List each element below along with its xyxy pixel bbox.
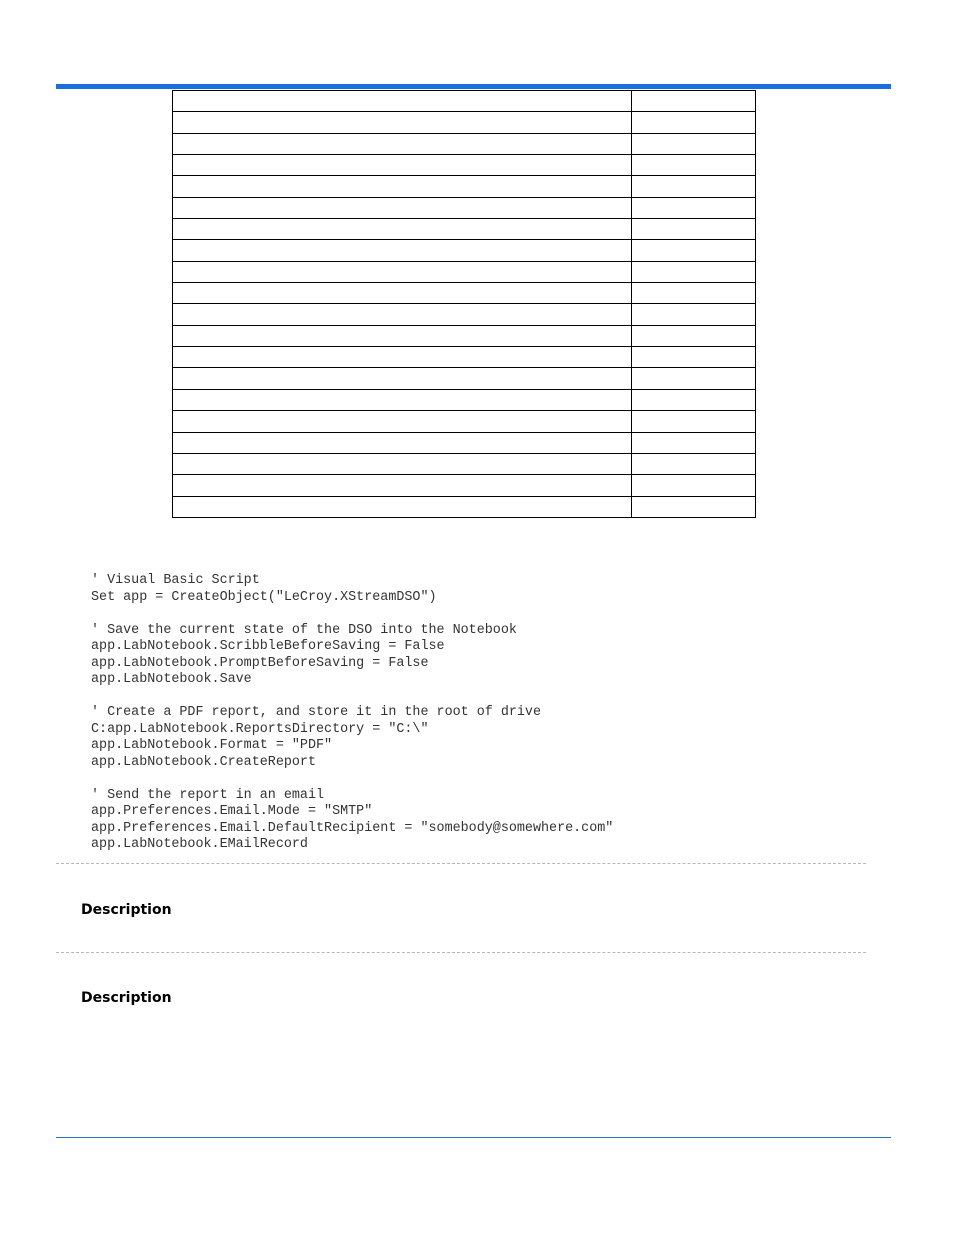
table-row bbox=[173, 155, 756, 176]
table-cell bbox=[173, 112, 632, 133]
table-cell bbox=[173, 475, 632, 496]
table-row bbox=[173, 368, 756, 389]
table-cell bbox=[632, 368, 756, 389]
table-cell bbox=[632, 475, 756, 496]
table-cell bbox=[173, 176, 632, 197]
table-cell bbox=[632, 91, 756, 112]
footer-rule bbox=[56, 1137, 891, 1138]
description-heading: Description bbox=[81, 990, 172, 1006]
code-line: app.LabNotebook.PromptBeforeSaving = False bbox=[91, 655, 429, 671]
description-heading: Description bbox=[81, 902, 172, 918]
table-cell bbox=[173, 304, 632, 325]
table-cell bbox=[632, 176, 756, 197]
table-cell bbox=[632, 453, 756, 474]
table-cell bbox=[173, 368, 632, 389]
code-line: app.LabNotebook.Save bbox=[91, 672, 252, 687]
table-cell bbox=[632, 283, 756, 304]
table-row bbox=[173, 219, 756, 240]
table-row bbox=[173, 197, 756, 218]
code-line: app.LabNotebook.ScribbleBeforeSaving = False bbox=[91, 639, 445, 654]
table-row bbox=[173, 304, 756, 325]
table-cell bbox=[632, 411, 756, 432]
table-row bbox=[173, 240, 756, 261]
code-line: ' Create a PDF report, and store it in the root of drive bbox=[91, 705, 541, 720]
table-cell bbox=[632, 197, 756, 218]
table-row bbox=[173, 283, 756, 304]
code-line: ' Visual Basic Script bbox=[91, 573, 260, 588]
table-cell bbox=[173, 155, 632, 176]
code-line: ' Send the report in an email bbox=[91, 787, 325, 803]
table-cell bbox=[632, 347, 756, 368]
code-example bbox=[91, 573, 613, 854]
table-row bbox=[173, 133, 756, 154]
table-cell bbox=[632, 325, 756, 346]
code-line: Set app = CreateObject("LeCroy.XStreamDSO") bbox=[91, 589, 437, 605]
header-accent-bar bbox=[56, 84, 891, 89]
table-cell bbox=[173, 133, 632, 154]
table-cell bbox=[173, 283, 632, 304]
table-cell bbox=[632, 261, 756, 282]
table-cell bbox=[173, 453, 632, 474]
section-divider bbox=[56, 863, 866, 864]
table-row bbox=[173, 261, 756, 282]
table-cell bbox=[173, 219, 632, 240]
table-row bbox=[173, 453, 756, 474]
section-divider bbox=[56, 952, 866, 953]
table-row bbox=[173, 176, 756, 197]
table-row bbox=[173, 91, 756, 112]
code-line: app.LabNotebook.EMailRecord bbox=[91, 837, 308, 852]
table-cell bbox=[173, 240, 632, 261]
table-cell bbox=[173, 325, 632, 346]
empty-table bbox=[172, 90, 756, 518]
table-cell bbox=[173, 496, 632, 517]
code-line: app.Preferences.Email.DefaultRecipient = "somebody@somewhere.com" bbox=[91, 820, 614, 836]
table-cell bbox=[632, 304, 756, 325]
table-row bbox=[173, 389, 756, 410]
table-cell bbox=[173, 389, 632, 410]
table-cell bbox=[173, 432, 632, 453]
table-cell bbox=[632, 240, 756, 261]
table-row bbox=[173, 112, 756, 133]
table-cell bbox=[173, 91, 632, 112]
code-line: app.LabNotebook.Format = "PDF" bbox=[91, 738, 333, 753]
table-row bbox=[173, 475, 756, 496]
code-line: app.LabNotebook.CreateReport bbox=[91, 754, 316, 770]
table-row bbox=[173, 496, 756, 517]
table-row bbox=[173, 411, 756, 432]
code-line: ' Save the current state of the DSO into the Notebook bbox=[91, 622, 517, 638]
table-cell bbox=[632, 432, 756, 453]
table-cell bbox=[632, 219, 756, 240]
table-cell bbox=[632, 389, 756, 410]
table-cell bbox=[173, 411, 632, 432]
table-cell bbox=[632, 496, 756, 517]
code-line: C:app.LabNotebook.ReportsDirectory = "C:\" bbox=[91, 721, 429, 737]
table-row bbox=[173, 432, 756, 453]
table-cell bbox=[632, 155, 756, 176]
table-cell bbox=[173, 347, 632, 368]
table-cell bbox=[173, 261, 632, 282]
code-line: app.Preferences.Email.Mode = "SMTP" bbox=[91, 804, 373, 819]
table-cell bbox=[632, 112, 756, 133]
table-cell bbox=[173, 197, 632, 218]
table-cell bbox=[632, 133, 756, 154]
table-row bbox=[173, 325, 756, 346]
table-row bbox=[173, 347, 756, 368]
